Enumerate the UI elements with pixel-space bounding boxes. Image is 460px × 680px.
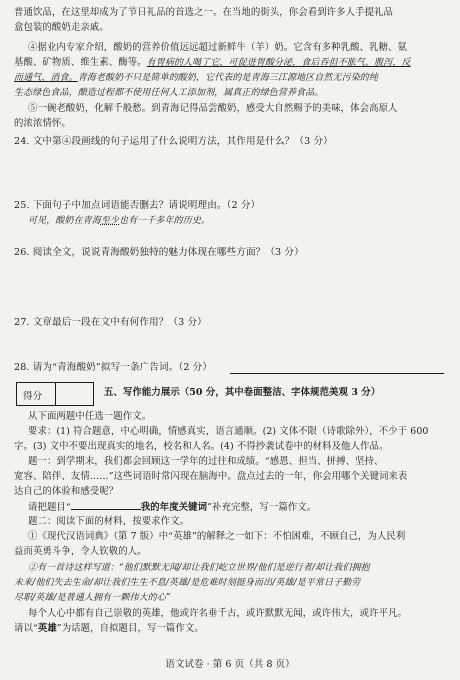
passage-para-5-line2: 的浓浓情怀。 xyxy=(14,118,71,129)
passage-para-4: ④据业内专家介绍，酸奶的营养价值远远超过新鲜牛（羊）奶。它含有多种乳酸、乳糖、氨 xyxy=(28,42,408,53)
question-28: 28. 请为“青海酸奶”拟写一条广告词。（2 分） xyxy=(14,362,213,373)
topic-2-prompt: 每个人心中都有自己崇敬的英雄，他或许名垂千古，或许默默无闻，或许伟大，或许平凡。 xyxy=(28,608,408,619)
dotted-emphasis-word: 至少 xyxy=(100,216,120,226)
passage-para-5: ⑤一碗老酸奶，化解千般愁。到青海记得品尝酸奶，感受大自然赐予的美味，体会高原人 xyxy=(28,103,398,114)
section-5-heading: 五、写作能力展示（50 分，其中卷面整洁、字体规范美观 3 分） xyxy=(104,387,381,398)
passage-para-4-line4: 生态绿色食品，酿造过程都不使用任何人工添加剂，属真正的绿色营养食品。 xyxy=(14,88,324,98)
topic-1-instruction: 请把题目“ 我的年度关键词”补充完整，写一篇作文。 xyxy=(28,502,317,513)
title-blank[interactable] xyxy=(71,500,141,510)
question-27: 27. 文章最后一段在文中有何作用？（3 分） xyxy=(14,317,207,328)
topic-2-material-2: ②有一首诗这样写道：“他们默默无闻/却让我们屹立世界/他们是逆行者/却让我们拥抱 xyxy=(28,563,370,573)
answer-line-28[interactable] xyxy=(230,372,444,374)
question-26: 26. 阅读全文，说说青海酸奶独特的魅力体现在哪些方面？（3 分） xyxy=(14,247,304,258)
topic-1: 题一：到学期末，我们都会回顾这一学年的过往和成绩。“感恩、担当、拼搏、坚持、 xyxy=(28,456,384,467)
topic-2-material-2-line2: 未来/他们失去生命/却让我们生生不息/英雄/是危难时刻挺身而出/英雄/是平常日子勤劳 xyxy=(14,578,361,588)
page-footer: 语文试卷 · 第 6 页（共 8 页） xyxy=(165,659,295,670)
passage-line: 盒包装的酸奶走亲戚。 xyxy=(14,22,109,33)
topic-2-material-2-line3: 尽职/英雄/是普通人拥有一颗伟大的心” xyxy=(14,593,171,603)
topic-1-line3: 达自己的体验和感受呢？ xyxy=(14,486,119,497)
writing-intro: 从下面两题中任选一题作文。 xyxy=(28,411,152,422)
passage-para-4-line3: 而通气、消食。青海老酸奶不只是简单的酸奶，它代表的是青海三江源地区自然无污染的纯 xyxy=(14,73,379,83)
underlined-sentence: 有胃病的人喝了它，可促进胃酸分泌，食后吞但不胀气、腹泻，反 xyxy=(146,58,411,68)
topic-2-prompt-line2: 请以“英雄”为话题，自拟题目，写一篇作文。 xyxy=(14,623,204,634)
topic-2-title: 题二：阅读下面的材料，按要求作文。 xyxy=(28,516,190,527)
writing-requirements-line2: 字。(3) 文中不要出现真实的地名，校名和人名。(4) 不得抄袭试卷中的材料及他人作品。 xyxy=(14,441,389,452)
topic-2-material-1: ①《现代汉语词典》（第 7 版）中“英雄”的解释之一如下：不怕困难，不顾自己，为人民利 xyxy=(28,531,406,542)
passage-line: 普通饮品，在这里却成为了节日礼品的首选之一。在当地的街头，你会看到许多人手提礼品 xyxy=(14,7,394,18)
topic-2-material-1-line2: 益而英勇斗争，令人钦敬的人。 xyxy=(14,546,147,557)
passage-para-4-line2: 基酸、矿物质、维生素、酶等。有胃病的人喝了它，可促进胃酸分泌，食后吞但不胀气、腹泻，反 xyxy=(14,57,411,68)
topic-1-line2: 宽容、陪伴、友情……”这些词语时常闪现在脑海中。盘点过去的一年，你会用哪个关键词来表 xyxy=(14,471,408,482)
underlined-sentence-end: 而通气、消食。 xyxy=(14,73,78,83)
question-24: 24. 文中第④段画线的句子运用了什么说明方法，其作用是什么？（3 分） xyxy=(14,136,333,147)
score-box xyxy=(16,382,94,406)
score-label: 得分 xyxy=(23,391,43,402)
question-25-quote: 可见，酸奶在青海至少也有一千多年的历史。 xyxy=(28,216,211,226)
question-25: 25. 下面句子中加点词语能否删去？请说明理由。（2 分） xyxy=(14,200,261,211)
writing-requirements: 要求：(1) 符合题意，中心明确，情感真实，语言通顺。(2) 文体不限（诗歌除外），不少于 600 xyxy=(28,426,429,437)
